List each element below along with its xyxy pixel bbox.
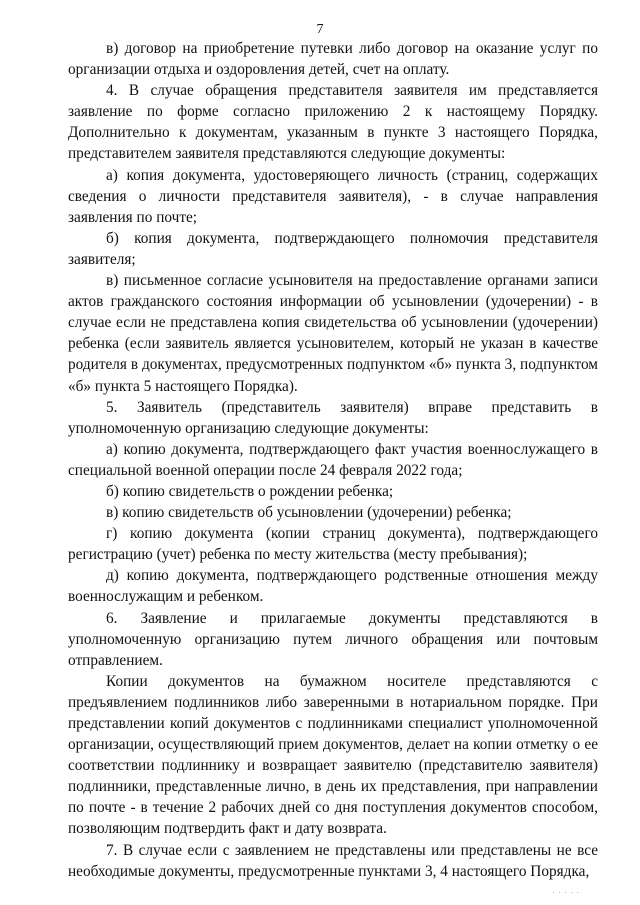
- paragraph-5a-service-proof: а) копию документа, подтверждающего факт участия военнослужащего в специальной военной операции после 24 февраля 2022 года;: [68, 440, 598, 479]
- paragraph-5g-registration: г) копию документа (копии страниц документа), подтверждающего регистрацию (учет) ребенка по месту жительства (месту пребывания);: [68, 525, 598, 564]
- paragraph-3v-voucher-contract: в) договор на приобретение путевки либо договор на оказание услуг по организации отдыха и оздоровления детей, счет на оплату.: [68, 40, 598, 79]
- paragraph-4a-identity-copy: а) копия документа, удостоверяющего личность (страниц, содержащих сведения о личности представителя заявителя), - в случае направления заявления по почте;: [68, 166, 598, 226]
- paragraph-6-submission: 6. Заявление и прилагаемые документы представляются в уполномоченную организацию путем личного обращения или почтовым отправлением.: [68, 609, 598, 669]
- paragraph-5b-birth-certificate: б) копию свидетельств о рождении ребенка;: [106, 482, 394, 500]
- paragraph-5v-adoption-certificate: в) копию свидетельств об усыновлении (удочерении) ребенка;: [106, 504, 512, 522]
- paragraph-7-incomplete: 7. В случае если с заявлением не представлены или представлены не все необходимые документы, предусмотренные пунктами 3, 4 настоящего Порядка,: [68, 841, 598, 880]
- paragraph-4v-adopter-consent: в) письменное согласие усыновителя на предоставление органами записи актов гражданского состояния информации об усыновлении (удочерении) - в случае если не представлена копия свидетельства об усыновлении (удочерении) ребенка (если заявитель является усыновителем, который не указан в качестве родителя в документах, предусмотренных подпунктом «б» пункта 3, подпунктом «б» пункта 5 настоящего Порядка).: [68, 272, 598, 395]
- document-body: [68, 38, 598, 882]
- paragraph-4-representative: 4. В случае обращения представителя заявителя им представляется заявление по форме согласно приложению 2 к настоящему Порядку. Дополнительно к документам, указанным в пункте 3 настоящего Порядка, представителем заявителя представляются следующие документы:: [68, 82, 598, 163]
- paragraph-5d-kinship: д) копию документа, подтверждающего родственные отношения между военнослужащим и ребенком.: [68, 567, 598, 606]
- paragraph-4b-authority-copy: б) копия документа, подтверждающего полномочия представителя заявителя;: [68, 229, 598, 268]
- page-number: 7: [316, 22, 324, 37]
- paragraph-5-optional-documents: 5. Заявитель (представитель заявителя) вправе представить в уполномоченную организацию следующие документы:: [68, 398, 598, 437]
- paragraph-6-copies: Копии документов на бумажном носителе представляются с предъявлением подлинников либо заверенными в нотариальном порядке. При представлении копий документов с подлинниками специалист уполномоченной организации, осуществляющий прием документов, делает на копии отметку о ее соответствии подлиннику и возвращает заявителю (представителю заявителя) подлинники, представленные лично, в день их представления, при направлении по почте - в течение 2 рабочих дней со дня поступления документов способом, позволяющим подтвердить факт и дату возврата.: [68, 672, 598, 838]
- scan-artifact: · · · · ·: [552, 889, 580, 897]
